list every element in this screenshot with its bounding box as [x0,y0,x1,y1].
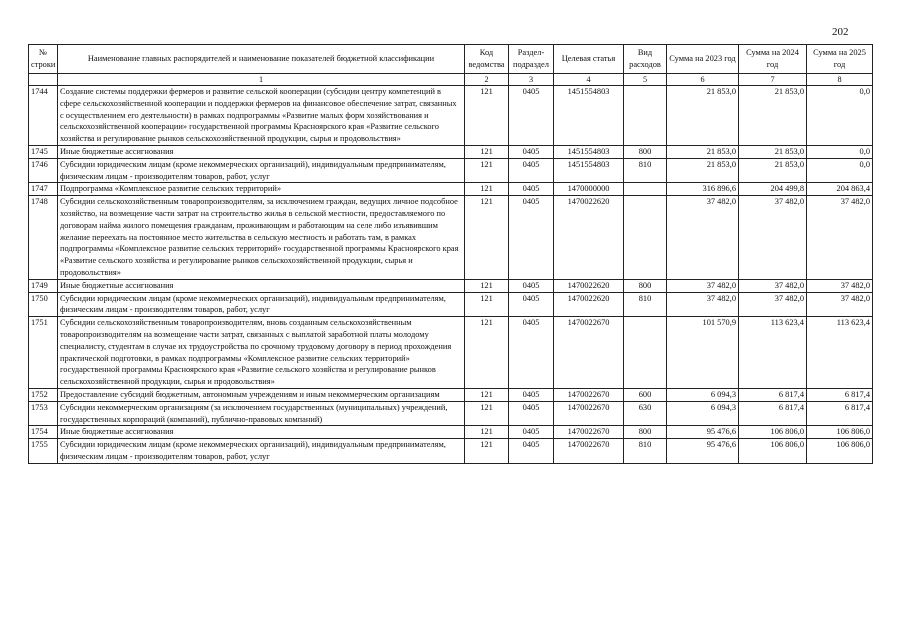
row-sum-2024: 21 853,0 [739,145,807,158]
row-sum-2024: 37 482,0 [739,279,807,292]
row-dept-code: 121 [465,196,509,280]
row-expense-type: 810 [624,158,667,183]
row-target-article: 1451554803 [554,145,624,158]
col-index [29,74,58,86]
row-section: 0405 [509,145,554,158]
row-sum-2024: 106 806,0 [739,426,807,439]
row-sum-2024: 6 817,4 [739,401,807,426]
row-sum-2025: 37 482,0 [807,292,873,317]
row-sum-2024: 21 853,0 [739,86,807,146]
row-name: Иные бюджетные ассигнования [58,145,465,158]
row-section: 0405 [509,292,554,317]
budget-table [28,44,873,464]
row-target-article: 1470022670 [554,439,624,464]
row-sum-2024: 37 482,0 [739,196,807,280]
table-row [29,279,873,292]
col-index: 4 [554,74,624,86]
row-sum-2023: 21 853,0 [667,145,739,158]
table-row [29,183,873,196]
row-expense-type [624,86,667,146]
row-number: 1745 [29,145,58,158]
row-target-article: 1470022670 [554,401,624,426]
row-number: 1753 [29,401,58,426]
row-dept-code: 121 [465,426,509,439]
row-number: 1751 [29,317,58,389]
row-target-article: 1470022670 [554,426,624,439]
row-section: 0405 [509,388,554,401]
row-section: 0405 [509,158,554,183]
col-index: 7 [739,74,807,86]
column-index-row [29,74,873,86]
row-number: 1748 [29,196,58,280]
col-header-expense-type: Вид расходов [624,45,667,74]
row-name: Иные бюджетные ассигнования [58,426,465,439]
row-sum-2025: 113 623,4 [807,317,873,389]
row-target-article: 1470022670 [554,317,624,389]
row-sum-2023: 101 570,9 [667,317,739,389]
row-dept-code: 121 [465,279,509,292]
row-expense-type: 600 [624,388,667,401]
col-index: 8 [807,74,873,86]
row-expense-type [624,196,667,280]
row-number: 1752 [29,388,58,401]
row-expense-type [624,317,667,389]
row-sum-2025: 0,0 [807,145,873,158]
row-sum-2025: 37 482,0 [807,196,873,280]
table-row [29,317,873,389]
row-name: Предоставление субсидий бюджетным, автономным учреждениям и иным некоммерческим организациям [58,388,465,401]
row-dept-code: 121 [465,86,509,146]
row-sum-2023: 6 094,3 [667,388,739,401]
row-sum-2024: 21 853,0 [739,158,807,183]
table-row [29,388,873,401]
col-index: 1 [58,74,465,86]
row-section: 0405 [509,279,554,292]
col-index: 6 [667,74,739,86]
col-header-sum-2024: Сумма на 2024 год [739,45,807,74]
row-sum-2023: 95 476,6 [667,439,739,464]
row-target-article: 1470022620 [554,196,624,280]
row-target-article: 1451554803 [554,158,624,183]
row-sum-2023: 6 094,3 [667,401,739,426]
row-name: Субсидии сельскохозяйственным товаропроизводителям, за исключением граждан, ведущих личное подсобное хозяйство, на возмещение части затрат на строительство жилья в сельской местности, предоставляемого по договорам найма жилого помещения гражданам, проживающим и работающим на селе либо изъявившим желание переехать на постоянное место жительства в сельскую местность и работать там, в рамках подпрограммы «Комплексное развитие сельских территорий» государственной программы Красноярского края «Развитие сельского хозяйства и регулирование рынков сельскохозяйственной продукции, сырья и продовольствия» [58,196,465,280]
row-name: Субсидии некоммерческим организациям (за исключением государственных (муниципальных) учреждений, государственных корпораций (компаний), публично-правовых компаний) [58,401,465,426]
row-sum-2025: 106 806,0 [807,426,873,439]
table-row [29,196,873,280]
row-expense-type: 810 [624,439,667,464]
table-row [29,401,873,426]
row-sum-2024: 6 817,4 [739,388,807,401]
row-section: 0405 [509,317,554,389]
row-dept-code: 121 [465,292,509,317]
row-target-article: 1451554803 [554,86,624,146]
col-header-section: Раздел-подраздел [509,45,554,74]
row-sum-2023: 95 476,6 [667,426,739,439]
row-name: Субсидии сельскохозяйственным товаропроизводителям, вновь созданным сельскохозяйственным товаропроизводителям на возмещение части затрат, связанных с выплатой заработной платы молодому специалисту, студентам в случае их трудоустройства по срочному трудовому договору в период прохождения практической подготовки, в рамках подпрограммы «Комплексное развитие сельских территорий» государственной программы Красноярского края «Развитие сельского хозяйства и регулирование рынков сельскохозяйственной продукции, сырья и продовольствия» [58,317,465,389]
row-dept-code: 121 [465,388,509,401]
col-header-sum-2023: Сумма на 2023 год [667,45,739,74]
row-target-article: 1470022670 [554,388,624,401]
row-expense-type: 810 [624,292,667,317]
row-expense-type: 630 [624,401,667,426]
row-sum-2024: 204 499,8 [739,183,807,196]
col-header-name: Наименование главных распорядителей и наименование показателей бюджетной классификации [58,45,465,74]
col-header-sum-2025: Сумма на 2025 год [807,45,873,74]
row-section: 0405 [509,439,554,464]
row-sum-2024: 106 806,0 [739,439,807,464]
row-name: Создание системы поддержки фермеров и развитие сельской кооперации (субсидии центру компетенций в сфере сельскохозяйственной кооперации и поддержки фермеров на финансовое обеспечение затрат, связанных с осуществлением его деятельности) в рамках подпрограммы «Развитие малых форм хозяйствования и сельскохозяйственной кооперации» государственной программы Красноярского края «Развитие сельского хозяйства и регулирование рынков сельскохозяйственной продукции, сырья и продовольствия» [58,86,465,146]
col-header-row-number: № строки [29,45,58,74]
row-number: 1754 [29,426,58,439]
row-sum-2025: 6 817,4 [807,401,873,426]
row-sum-2025: 0,0 [807,86,873,146]
row-name: Субсидии юридическим лицам (кроме некоммерческих организаций), индивидуальным предпринимателям, физическим лицам - производителям товаров, работ, услуг [58,292,465,317]
row-sum-2025: 204 863,4 [807,183,873,196]
table-row [29,86,873,146]
row-number: 1750 [29,292,58,317]
row-expense-type: 800 [624,145,667,158]
table-row [29,145,873,158]
row-number: 1749 [29,279,58,292]
row-sum-2025: 6 817,4 [807,388,873,401]
row-name: Иные бюджетные ассигнования [58,279,465,292]
row-expense-type [624,183,667,196]
row-target-article: 1470022620 [554,279,624,292]
row-sum-2023: 316 896,6 [667,183,739,196]
header-row [29,45,873,74]
row-section: 0405 [509,426,554,439]
row-sum-2023: 21 853,0 [667,86,739,146]
row-dept-code: 121 [465,145,509,158]
row-target-article: 1470022620 [554,292,624,317]
col-index: 5 [624,74,667,86]
row-dept-code: 121 [465,158,509,183]
table-row [29,292,873,317]
row-sum-2024: 37 482,0 [739,292,807,317]
col-index: 3 [509,74,554,86]
table-row [29,426,873,439]
row-sum-2025: 106 806,0 [807,439,873,464]
row-number: 1747 [29,183,58,196]
row-dept-code: 121 [465,183,509,196]
row-sum-2023: 37 482,0 [667,292,739,317]
col-header-target-article: Целевая статья [554,45,624,74]
row-expense-type: 800 [624,426,667,439]
row-number: 1755 [29,439,58,464]
row-sum-2025: 37 482,0 [807,279,873,292]
row-sum-2023: 21 853,0 [667,158,739,183]
row-section: 0405 [509,183,554,196]
row-sum-2025: 0,0 [807,158,873,183]
row-section: 0405 [509,401,554,426]
row-name: Субсидии юридическим лицам (кроме некоммерческих организаций), индивидуальным предпринимателям, физическим лицам - производителям товаров, работ, услуг [58,439,465,464]
row-sum-2024: 113 623,4 [739,317,807,389]
row-number: 1746 [29,158,58,183]
row-sum-2023: 37 482,0 [667,279,739,292]
col-index: 2 [465,74,509,86]
row-number: 1744 [29,86,58,146]
col-header-dept-code: Код ведомства [465,45,509,74]
table-row [29,158,873,183]
row-section: 0405 [509,86,554,146]
row-target-article: 1470000000 [554,183,624,196]
row-section: 0405 [509,196,554,280]
row-sum-2023: 37 482,0 [667,196,739,280]
row-name: Подпрограмма «Комплексное развитие сельских территорий» [58,183,465,196]
table-row [29,439,873,464]
row-name: Субсидии юридическим лицам (кроме некоммерческих организаций), индивидуальным предпринимателям, физическим лицам - производителям товаров, работ, услуг [58,158,465,183]
row-dept-code: 121 [465,317,509,389]
row-expense-type: 800 [624,279,667,292]
page-number: 202 [832,26,849,38]
row-dept-code: 121 [465,439,509,464]
row-dept-code: 121 [465,401,509,426]
